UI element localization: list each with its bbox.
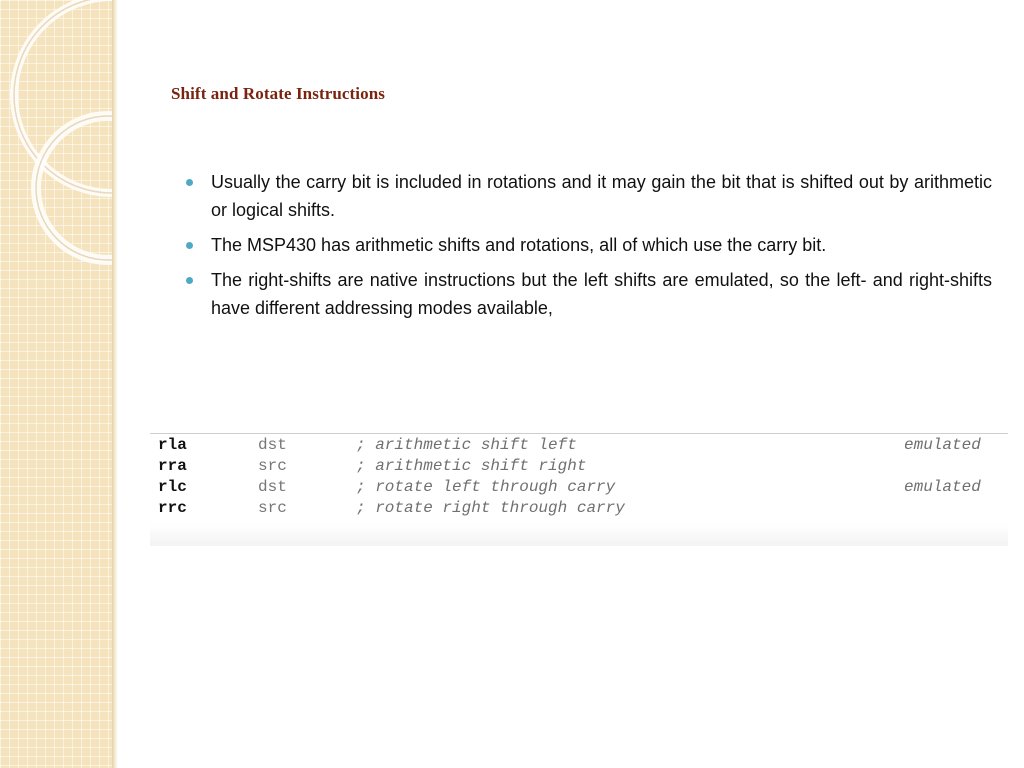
code-listing [150, 433, 1008, 546]
bullet-item [186, 168, 992, 224]
code-mnemonic: rlc [158, 478, 187, 496]
code-row [158, 498, 625, 519]
bullet-dot-icon [186, 242, 193, 249]
code-comment: ; rotate right through carry [356, 499, 625, 517]
bullet-dot-icon [186, 179, 193, 186]
slide-title: Shift and Rotate Instructions [171, 84, 386, 103]
code-operand: dst [258, 436, 287, 454]
bullet-item [186, 266, 992, 322]
code-note: emulated [904, 478, 981, 496]
code-mnemonic: rla [158, 436, 187, 454]
code-operand: src [258, 499, 287, 517]
code-mnemonic: rrc [158, 499, 187, 517]
bullet-list [186, 168, 992, 329]
bullet-text: Usually the carry bit is included in rotations and it may gain the bit that is shifted out by arithmetic or logical shifts. [211, 172, 992, 220]
code-comment: ; rotate left through carry [356, 478, 616, 496]
code-row [158, 477, 981, 498]
code-row [158, 456, 587, 477]
code-operand: dst [258, 478, 287, 496]
code-comment: ; arithmetic shift left [356, 436, 577, 454]
side-panel-edge [112, 0, 118, 768]
code-comment: ; arithmetic shift right [356, 457, 587, 475]
bullet-text: The right-shifts are native instructions but the left shifts are emulated, so the left- and right-shifts have different addressing modes available, [211, 270, 992, 318]
bullet-text: The MSP430 has arithmetic shifts and rotations, all of which use the carry bit. [211, 235, 827, 255]
code-mnemonic: rra [158, 457, 187, 475]
decorative-side-panel [0, 0, 112, 768]
bullet-dot-icon [186, 277, 193, 284]
code-row [158, 435, 981, 456]
bullet-item [186, 231, 992, 259]
code-note: emulated [904, 436, 981, 454]
code-operand: src [258, 457, 287, 475]
decorative-circles [0, 0, 112, 768]
